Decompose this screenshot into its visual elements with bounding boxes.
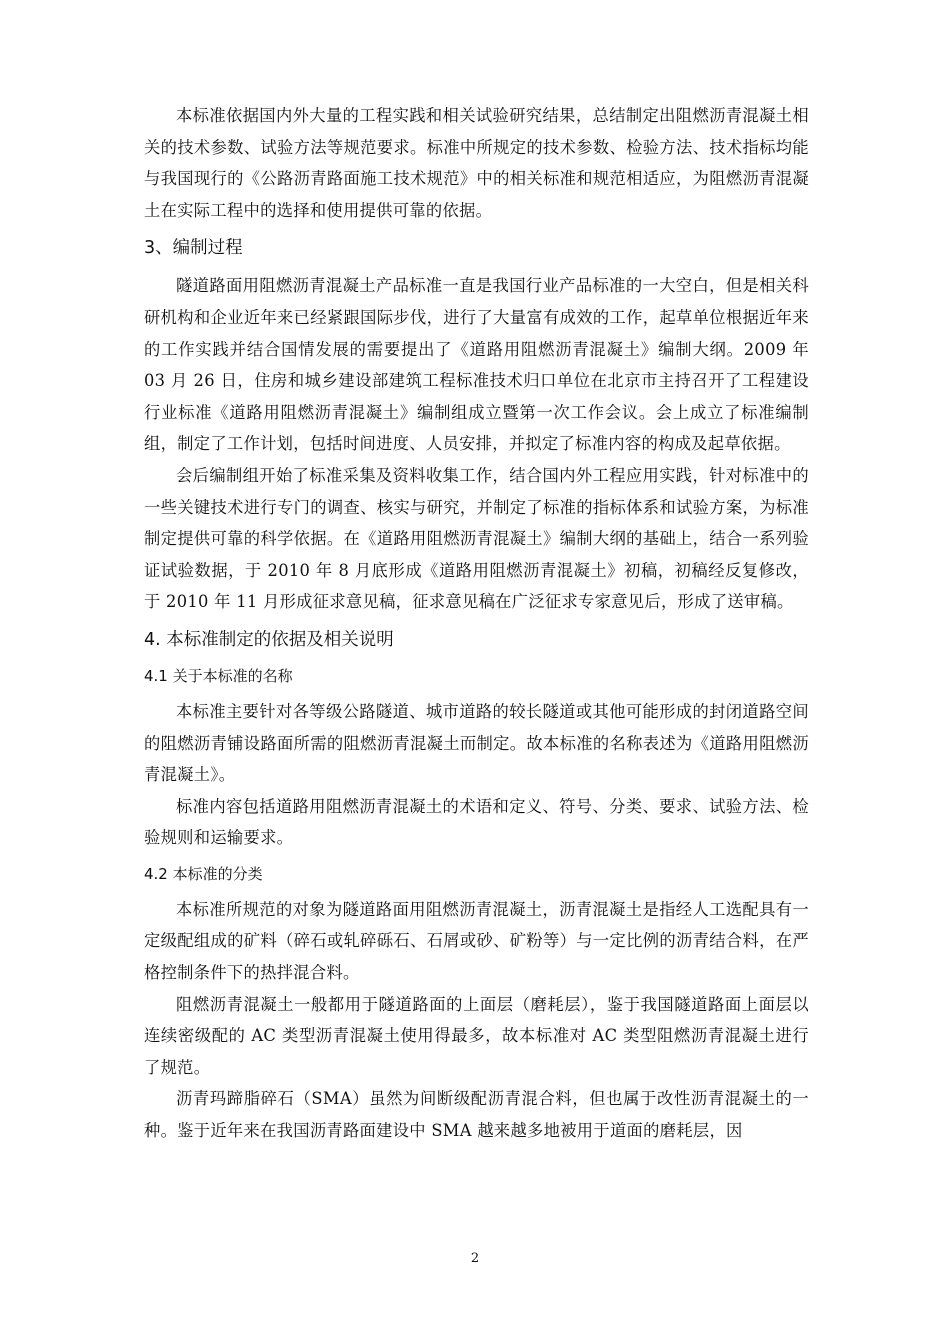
page-number: 2 [470,1251,480,1266]
intro-paragraph: 本标准依据国内外大量的工程实践和相关试验研究结果，总结制定出阻燃沥青混凝土相关的技术参数、试验方法等规范要求。标准中所规定的技术参数、检验方法、技术指标均能与我国现行的《公路沥青路面施工技术规范》中的相关标准和规范相适应，为阻燃沥青混凝土在实际工程中的选择和使用提供可靠的依据。 [144,106,809,220]
section-3-paragraph-2: 会后编制组开始了标准采集及资料收集工作，结合国内外工程应用实践，针对标准中的一些关键技术进行专门的调查、核实与研究，并制定了标准的指标体系和试验方案，为标准制定提供可靠的科学依据。在《道路用阻燃沥青混凝土》编制大纲的基础上，结合一系列验证试验数据，于 2010 年 8 月底形成《道路用阻燃沥青混凝土》初稿，初稿经反复修改，于 2010 年 11 月形成征求意见稿，征求意见稿在广泛征求专家意见后，形成了送审稿。 [144,465,809,612]
section-4-1-heading: 4.1 关于本标准的名称 [144,666,293,685]
section-4-2-paragraph-1: 本标准所规范的对象为隧道路面用阻燃沥青混凝土，沥青混凝土是指经人工选配具有一定级配组成的矿料（碎石或轧碎砾石、石屑或砂、矿粉等）与一定比例的沥青结合料，在严格控制条件下的热拌混合料。 [144,899,809,983]
page-body [144,100,809,1147]
section-3-heading: 3、编制过程 [144,238,243,259]
section-3-paragraph-1: 隧道路面用阻燃沥青混凝土产品标准一直是我国行业产品标准的一大空白，但是相关科研机构和企业近年来已经紧跟国际步伐，进行了大量富有成效的工作，起草单位根据近年来的工作实践并结合国情发展的需要提出了《道路用阻燃沥青混凝土》编制大纲。2009 年 03 月 26 日，住房和城乡建设部建筑工程标准技术归口单位在北京市主持召开了工程建设行业标准《道路用阻燃沥青混凝土》编制组成立暨第一次工作会议。会上成立了标准编制组，制定了工作计划，包括时间进度、人员安排，并拟定了标准内容的构成及起草依据。 [144,276,809,454]
section-4-1-paragraph-2: 标准内容包括道路用阻燃沥青混凝土的术语和定义、符号、分类、要求、试验方法、检验规则和运输要求。 [144,796,809,848]
section-4-2-paragraph-3: 沥青玛蹄脂碎石（SMA）虽然为间断级配沥青混合料，但也属于改性沥青混凝土的一种。鉴于近年来在我国沥青路面建设中 SMA 越来越多地被用于道面的磨耗层，因 [144,1089,809,1141]
section-4-heading: 4. 本标准制定的依据及相关说明 [144,629,394,650]
section-4-2-paragraph-2: 阻燃沥青混凝土一般都用于隧道路面的上面层（磨耗层），鉴于我国隧道路面上面层以连续密级配的 AC 类型沥青混凝土使用得最多，故本标准对 AC 类型阻燃沥青混凝土进行了规范。 [144,994,809,1077]
section-4-2-heading: 4.2 本标准的分类 [144,864,263,883]
section-4-1-paragraph-1: 本标准主要针对各等级公路隧道、城市道路的较长隧道或其他可能形成的封闭道路空间的阻燃沥青铺设路面所需的阻燃沥青混凝土而制定。故本标准的名称表述为《道路用阻燃沥青混凝土》。 [144,701,809,785]
